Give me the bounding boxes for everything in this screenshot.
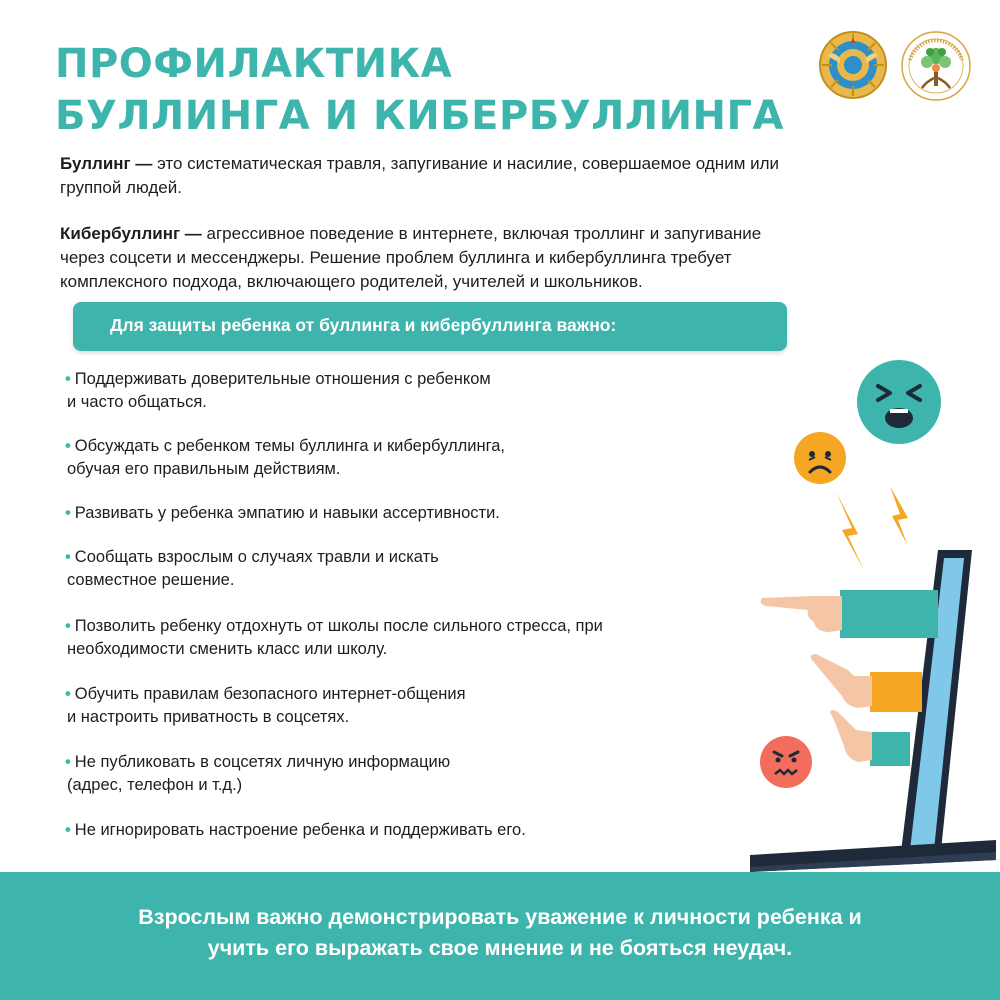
tip-line-1: Развивать у ребенка эмпатию и навыки ассертивности.: [74, 504, 500, 522]
page-title: [55, 38, 784, 142]
footer-banner: [0, 872, 1000, 1000]
definition-bullying-text-2: группой людей.: [60, 178, 182, 197]
list-item: [65, 819, 526, 842]
bullet-icon: •: [65, 753, 71, 771]
term-cyberbullying: Кибербуллинг —: [60, 224, 202, 243]
definition-cyberbullying-text-3: комплексного подхода, включающего родителей, учителей и школьников.: [60, 272, 643, 291]
tip-line-2: и часто общаться.: [67, 393, 207, 411]
cyberbullying-illustration: [750, 360, 1000, 875]
tip-line-2: обучая его правильным действиям.: [67, 460, 341, 478]
tip-line-2: необходимости сменить класс или школу.: [67, 640, 388, 658]
tip-line-1: Не публиковать в соцсетях личную информацию: [74, 753, 451, 771]
footer-text: [0, 902, 1000, 964]
list-item: [65, 435, 505, 481]
pointing-hand-icon: [811, 654, 922, 712]
tip-line-1: Поддерживать доверительные отношения с ребенком: [74, 370, 491, 388]
title-line-2: БУЛЛИНГА И КИБЕРБУЛЛИНГА: [55, 93, 784, 139]
pointing-hand-icon: [761, 590, 938, 638]
tip-line-2: совместное решение.: [67, 571, 235, 589]
tip-line-2: (адрес, телефон и т.д.): [67, 776, 243, 794]
protection-banner: [73, 302, 787, 351]
title-line-1: ПРОФИЛАКТИКА: [55, 41, 453, 87]
term-bullying: Буллинг —: [60, 154, 153, 173]
list-item: [65, 546, 439, 592]
angry-emoji-icon: [760, 736, 812, 788]
kazakhstan-emblem-icon: [818, 30, 888, 100]
screaming-emoji-icon: [857, 360, 941, 444]
logos: [818, 30, 978, 105]
footer-line-2: учить его выражать свое мнение и не бояться неудач.: [207, 936, 793, 960]
pointing-hand-icon: [830, 710, 910, 766]
list-item: [65, 751, 450, 797]
bullet-icon: •: [65, 821, 71, 839]
definition-cyberbullying-text-2: через соцсети и мессенджеры. Решение проблем буллинга и кибербуллинга требует: [60, 248, 732, 267]
definition-bullying-text-1: это систематическая травля, запугивание и насилие, совершаемое одним или: [152, 154, 780, 173]
list-item: [65, 683, 466, 729]
definition-bullying: [60, 152, 880, 200]
tip-line-2: и настроить приватность в соцсетях.: [67, 708, 350, 726]
tip-line-1: Не игнорировать настроение ребенка и поддерживать его.: [74, 821, 526, 839]
footer-line-1: Взрослым важно демонстрировать уважение к личности ребенка и: [138, 905, 862, 929]
bullet-icon: •: [65, 685, 71, 703]
definition-cyberbullying-text-1: агрессивное поведение в интернете, включая троллинг и запугивание: [201, 224, 762, 243]
bullet-icon: •: [65, 548, 71, 566]
tip-line-1: Обсуждать с ребенком темы буллинга и кибербуллинга,: [74, 437, 505, 455]
lightning-icon: [836, 486, 908, 570]
list-item: [65, 502, 500, 525]
definition-cyberbullying: [60, 222, 880, 294]
sad-emoji-icon: [794, 432, 846, 484]
organization-logo-icon: [900, 30, 972, 102]
bullet-icon: •: [65, 370, 71, 388]
bullet-icon: •: [65, 437, 71, 455]
tip-line-1: Сообщать взрослым о случаях травли и искать: [74, 548, 439, 566]
tip-line-1: Позволить ребенку отдохнуть от школы после сильного стресса, при: [74, 617, 603, 635]
banner-text: Для защиты ребенка от буллинга и кибербуллинга важно:: [110, 315, 617, 335]
bullet-icon: •: [65, 617, 71, 635]
bullet-icon: •: [65, 504, 71, 522]
list-item: [65, 368, 491, 414]
list-item: [65, 615, 603, 661]
tip-line-1: Обучить правилам безопасного интернет-общения: [74, 685, 466, 703]
